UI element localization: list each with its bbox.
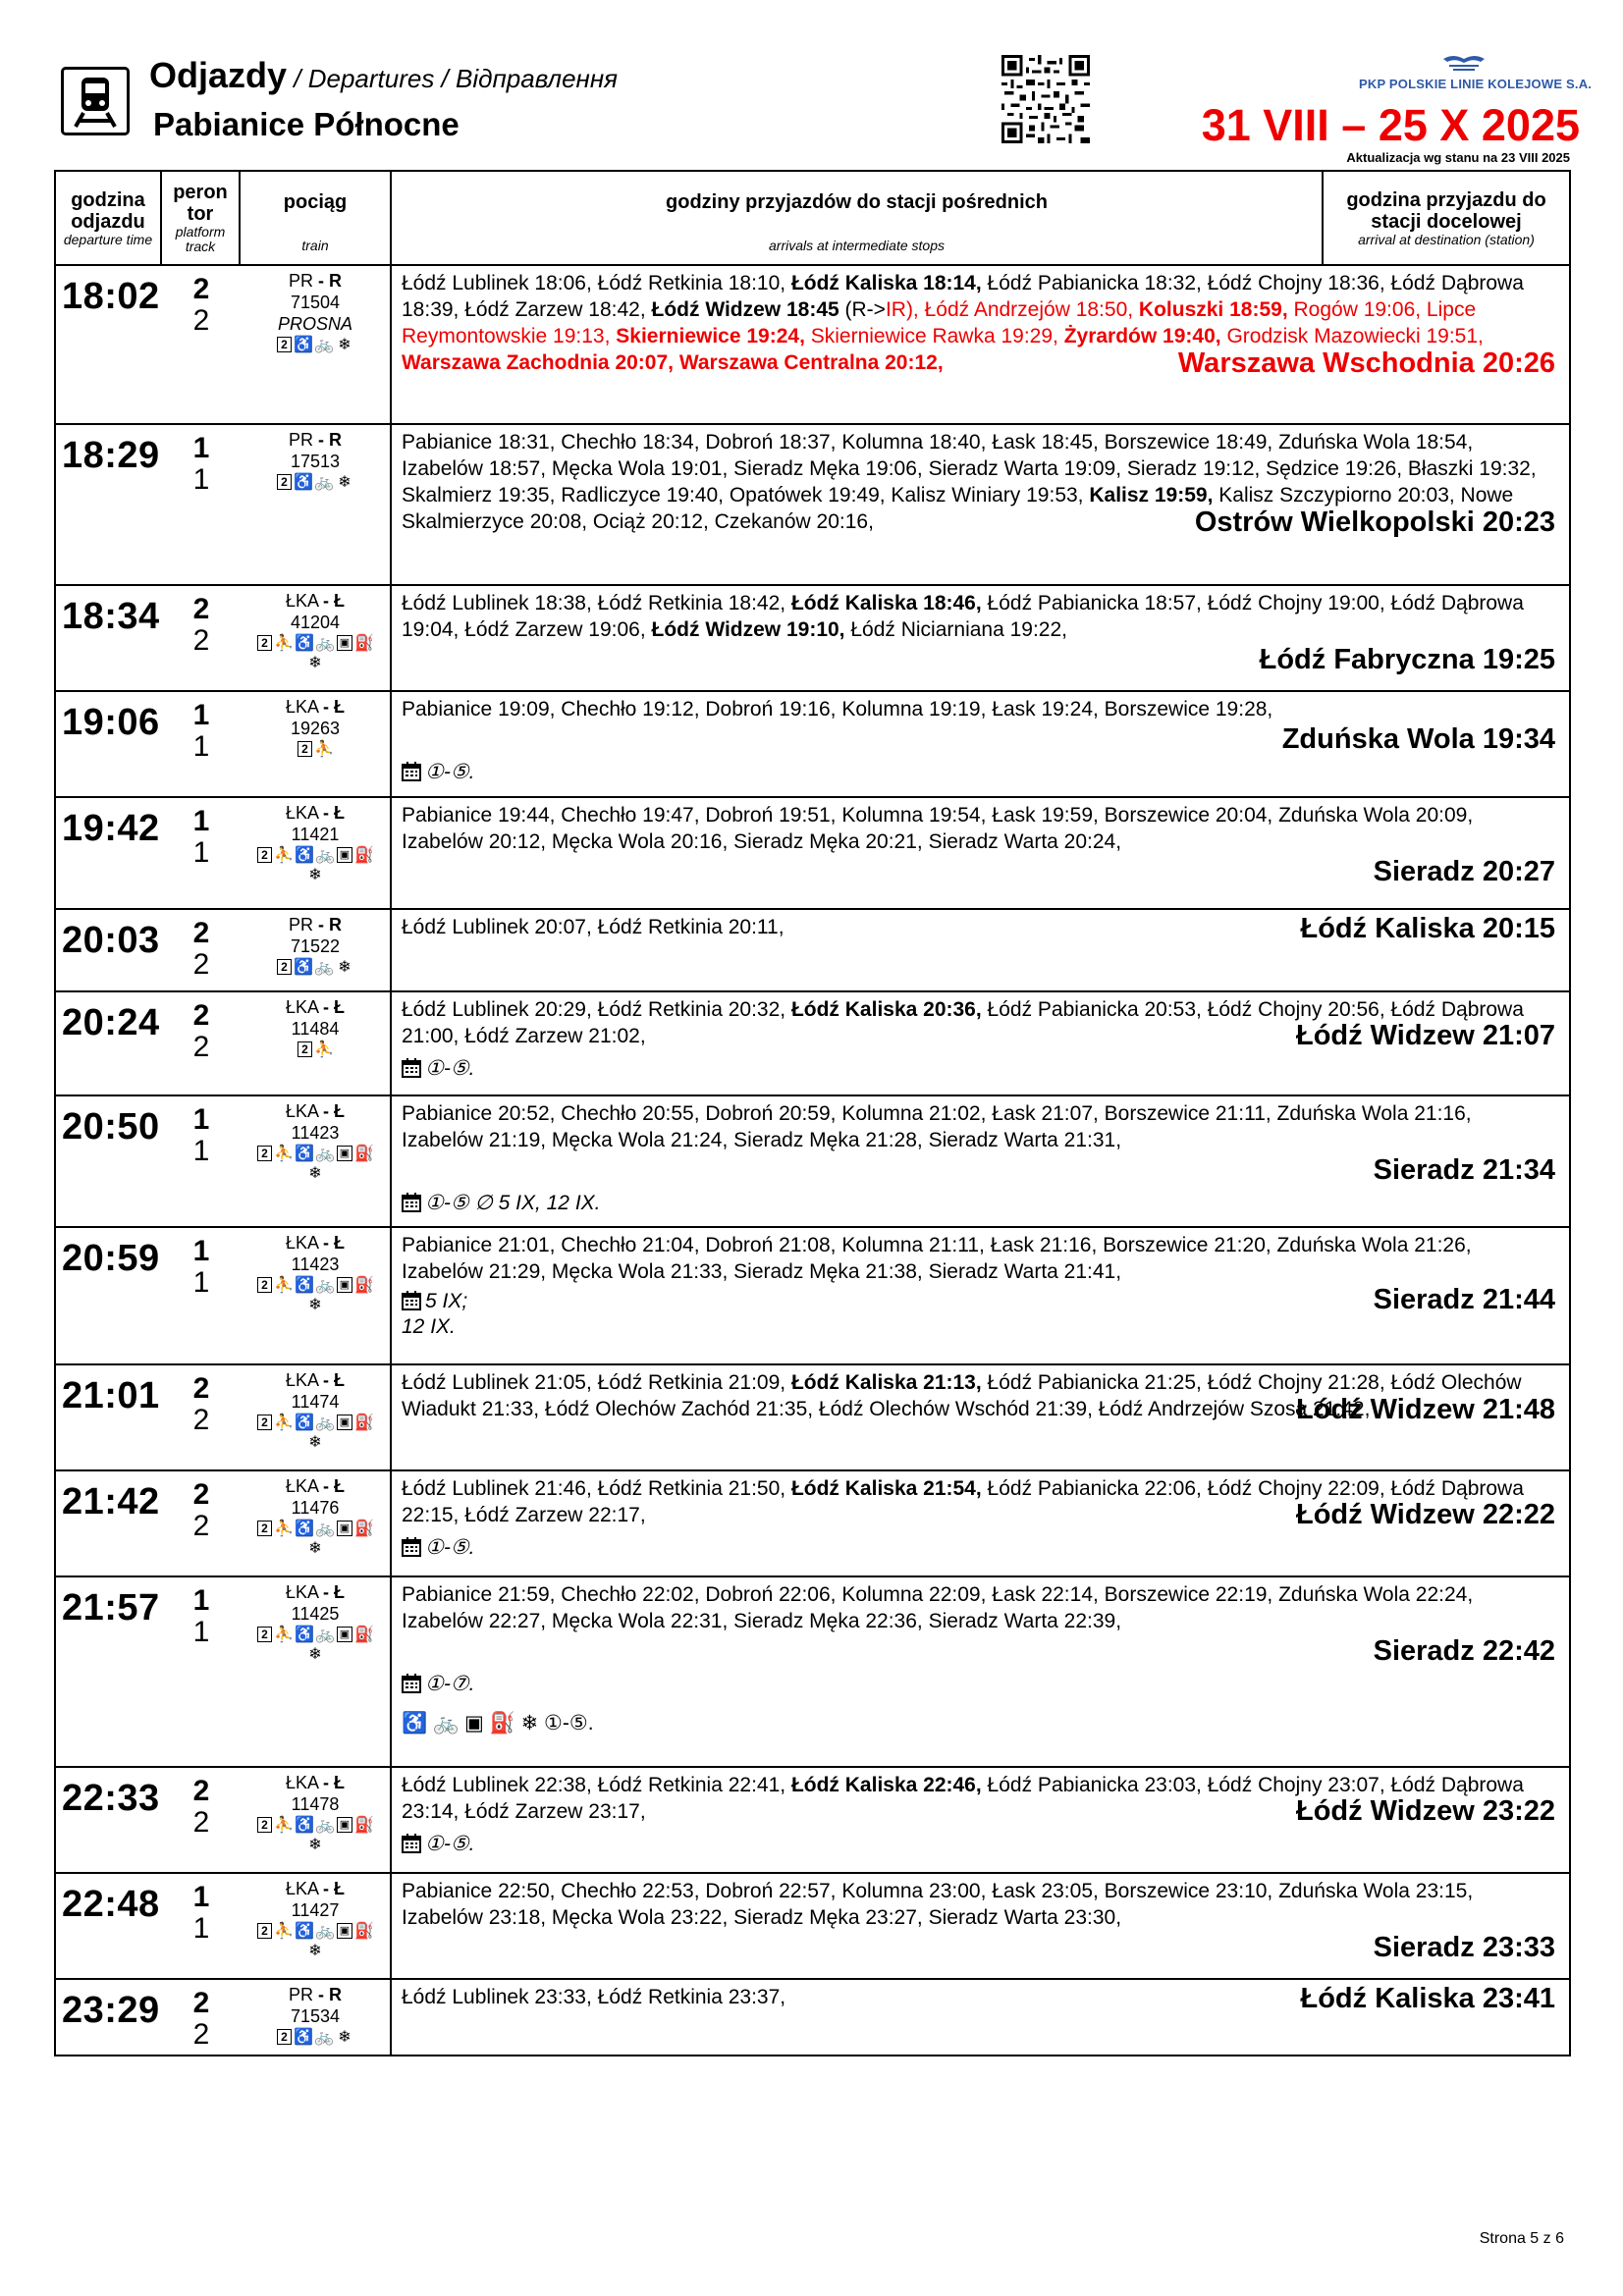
departure-time: 18:34 bbox=[62, 596, 160, 637]
train-number: 41204 bbox=[290, 613, 341, 632]
stops-text: Pabianice 21:59, Chechło 22:02, Dobroń 22:06, Kolumna 22:09, Łask 22:14, Borszewice 22:19, Zduńska Wola 22:24, Izabelów 22:27, Męcka Wola 22:31, Sieradz Męka 22:36, Sieradz Warta 22:39, bbox=[402, 1583, 1474, 1632]
air-conditioning-icon: ❄ bbox=[338, 958, 352, 976]
stops-text: Łódź Lublinek 18:38, Łódź Retkinia 18:42, Łódź Kaliska 18:46, Łódź Pabianicka 18:57, Łódź Chojny 19:00, Łódź Dąbrowa 19:04, Łódź Zarzew 19:06, Łódź Widzew 19:10, Łódź Niciarniana 19:22, bbox=[402, 592, 1524, 641]
intermediate-stops bbox=[392, 1768, 1569, 1872]
platform-number: 2 bbox=[192, 917, 210, 949]
platform-track bbox=[162, 798, 241, 908]
platform-track bbox=[162, 1365, 241, 1469]
service-days-note: 5 IX; bbox=[402, 1289, 1555, 1314]
destination-arrival: Łódź Widzew 23:22 bbox=[1295, 1795, 1555, 1827]
train-number: 19263 bbox=[290, 719, 341, 738]
train-category: ŁKA - Ł bbox=[285, 1370, 346, 1390]
train-info bbox=[241, 1980, 392, 2055]
platform-track bbox=[162, 1768, 241, 1872]
page-number: Strona 5 z 6 bbox=[1479, 2230, 1564, 2247]
table-row bbox=[56, 425, 1569, 586]
col-platform: peron tor platform track bbox=[162, 172, 241, 264]
wheelchair-icon: ♿ bbox=[295, 1145, 314, 1162]
wifi-icon: ▣ bbox=[337, 635, 352, 651]
air-conditioning-icon: ❄ bbox=[338, 336, 352, 353]
amenity-icons bbox=[241, 337, 390, 353]
service-days-note: 12 IX. bbox=[402, 1315, 456, 1338]
departure-time: 19:06 bbox=[62, 702, 160, 743]
intermediate-stops bbox=[392, 586, 1569, 690]
departure-time: 20:03 bbox=[62, 920, 160, 961]
track-number: 2 bbox=[192, 2018, 210, 2051]
platform-track bbox=[162, 692, 241, 796]
table-row bbox=[56, 1228, 1569, 1365]
train-category: ŁKA - Ł bbox=[285, 1233, 346, 1253]
train-info bbox=[241, 1228, 392, 1363]
departure-time: 21:01 bbox=[62, 1375, 160, 1416]
departure-time: 21:57 bbox=[62, 1587, 160, 1629]
table-row bbox=[56, 586, 1569, 692]
intermediate-stops bbox=[392, 1577, 1569, 1766]
bicycle-icon: 🚲 bbox=[315, 634, 335, 652]
stops-text: Pabianice 18:31, Chechło 18:34, Dobroń 18:37, Kolumna 18:40, Łask 18:45, Borszewice 18:49, Zduńska Wola 18:54, Izabelów 18:57, Męcka Wola 19:01, Sieradz Męka 19:06, Sieradz Warta 19:09, Sieradz 19:12, Sędzice 19:26, Błaszki 19:32, Skalmierz 19:35, Radliczyce 19:40, Opatówek 19:49, Kalisz Winiary 19:53, Kalisz 19:59, Kalisz Szczypiorno 20:03, Nowe Skalmierzyce 20:08, Ociąż 20:12, Czekanów 20:16, bbox=[402, 431, 1537, 533]
air-conditioning-icon: ❄ bbox=[308, 1296, 322, 1313]
train-info bbox=[241, 1471, 392, 1575]
train-info bbox=[241, 692, 392, 796]
bicycle-icon: 🚲 bbox=[314, 473, 334, 491]
power-outlet-icon: ⛽ bbox=[354, 1520, 374, 1537]
train-category: ŁKA - Ł bbox=[285, 997, 346, 1017]
train-info bbox=[241, 586, 392, 690]
departure-time: 23:29 bbox=[62, 1990, 160, 2031]
train-category: ŁKA - Ł bbox=[285, 1582, 346, 1602]
platform-track bbox=[162, 586, 241, 690]
train-category: ŁKA - Ł bbox=[285, 1773, 346, 1792]
bicycle-icon: 🚲 bbox=[315, 1816, 335, 1834]
platform-number: 2 bbox=[192, 1372, 210, 1405]
plk-logo-icon bbox=[1441, 51, 1487, 73]
train-number: 11423 bbox=[291, 1123, 340, 1143]
destination-arrival: Łódź Fabryczna 19:25 bbox=[1259, 644, 1555, 675]
service-days-note: ①-⑤. bbox=[402, 1832, 1555, 1857]
stops-text: Pabianice 22:50, Chechło 22:53, Dobroń 22:57, Kolumna 23:00, Łask 23:05, Borszewice 23:10, Zduńska Wola 23:15, Izabelów 23:18, Męcka Wola 23:22, Sieradz Męka 23:27, Sieradz Warta 23:30, bbox=[402, 1880, 1474, 1929]
train-category: ŁKA - Ł bbox=[285, 1879, 346, 1898]
table-header bbox=[56, 172, 1569, 266]
amenity-icons bbox=[241, 1041, 390, 1058]
station-name: Pabianice Północne bbox=[153, 106, 460, 142]
amenity-icons bbox=[241, 474, 390, 491]
train-category: PR - R bbox=[288, 430, 342, 450]
train-info bbox=[241, 425, 392, 584]
col-departure-time: godzina odjazdu departure time bbox=[56, 172, 162, 264]
destination-arrival: Sieradz 21:44 bbox=[1373, 1284, 1555, 1315]
destination-arrival: Łódź Kaliska 20:15 bbox=[1300, 913, 1555, 944]
wifi-icon: ▣ bbox=[337, 1415, 352, 1430]
intermediate-stops bbox=[392, 1365, 1569, 1469]
service-days-note: ①-⑤. bbox=[402, 1056, 1555, 1082]
air-conditioning-icon: ❄ bbox=[308, 1164, 322, 1182]
destination-arrival: Sieradz 22:42 bbox=[1373, 1635, 1555, 1667]
air-conditioning-icon: ❄ bbox=[308, 1836, 322, 1853]
air-conditioning-icon: ❄ bbox=[308, 1539, 322, 1557]
track-number: 1 bbox=[192, 1616, 210, 1648]
destination-arrival: Zduńska Wola 19:34 bbox=[1281, 723, 1555, 755]
stops-text: Pabianice 21:01, Chechło 21:04, Dobroń 21:08, Kolumna 21:11, Łask 21:16, Borszewice 21:20, Zduńska Wola 21:26, Izabelów 21:29, Męcka Wola 21:33, Sieradz Męka 21:38, Sieradz Warta 21:41, bbox=[402, 1234, 1472, 1283]
train-number: 11474 bbox=[291, 1392, 340, 1412]
stops-text: Łódź Lublinek 20:07, Łódź Retkinia 20:11, bbox=[402, 916, 784, 938]
power-outlet-icon: ⛽ bbox=[354, 1414, 374, 1431]
boarding-assist-icon: ⛹ bbox=[274, 846, 294, 864]
table-row bbox=[56, 1096, 1569, 1228]
table-row bbox=[56, 1874, 1569, 1980]
col-train: pociąg train bbox=[241, 172, 392, 264]
platform-track bbox=[162, 1471, 241, 1575]
intermediate-stops bbox=[392, 1471, 1569, 1575]
track-number: 1 bbox=[192, 1912, 210, 1945]
boarding-assist-icon: ⛹ bbox=[314, 1041, 334, 1058]
validity-period: 31 VIII – 25 X 2025 bbox=[1201, 100, 1580, 150]
train-info bbox=[241, 992, 392, 1095]
intermediate-stops bbox=[392, 1228, 1569, 1363]
platform-track bbox=[162, 1980, 241, 2055]
train-info bbox=[241, 1768, 392, 1872]
platform-number: 2 bbox=[192, 1478, 210, 1511]
intermediate-stops bbox=[392, 266, 1569, 423]
train-info bbox=[241, 1096, 392, 1226]
table-body bbox=[56, 266, 1569, 2055]
amenity-icons bbox=[241, 1923, 390, 1959]
wheelchair-icon: ♿ bbox=[295, 1626, 314, 1643]
platform-track bbox=[162, 1874, 241, 1978]
train-category: ŁKA - Ł bbox=[285, 591, 346, 611]
intermediate-stops bbox=[392, 910, 1569, 990]
table-row bbox=[56, 1768, 1569, 1874]
departure-time: 20:59 bbox=[62, 1238, 160, 1279]
stops-text: Pabianice 19:09, Chechło 19:12, Dobroń 19:16, Kolumna 19:19, Łask 19:24, Borszewice 19:28, bbox=[402, 698, 1273, 721]
platform-number: 1 bbox=[192, 1584, 210, 1617]
amenity-icons bbox=[241, 1277, 390, 1313]
platform-track bbox=[162, 1096, 241, 1226]
stops-text: Łódź Lublinek 22:38, Łódź Retkinia 22:41, Łódź Kaliska 22:46, Łódź Pabianicka 23:03, Łódź Chojny 23:07, Łódź Dąbrowa 23:14, Łódź Zarzew 23:17, bbox=[402, 1774, 1524, 1823]
air-conditioning-icon: ❄ bbox=[308, 866, 322, 883]
train-number: 11478 bbox=[291, 1794, 340, 1814]
amenity-days-note: ♿ 🚲 ▣ ⛽ ❄ ①-⑤. bbox=[402, 1712, 594, 1735]
destination-arrival: Ostrów Wielkopolski 20:23 bbox=[1194, 507, 1555, 538]
power-outlet-icon: ⛽ bbox=[354, 1276, 374, 1294]
platform-number: 1 bbox=[192, 432, 210, 464]
track-number: 2 bbox=[192, 1806, 210, 1839]
wheelchair-icon: ♿ bbox=[295, 1276, 314, 1294]
table-row bbox=[56, 1577, 1569, 1768]
amenity-icons bbox=[241, 1521, 390, 1557]
track-number: 2 bbox=[192, 1404, 210, 1436]
train-number: 11425 bbox=[291, 1604, 340, 1624]
departure-time: 18:29 bbox=[62, 435, 160, 476]
boarding-assist-icon: ⛹ bbox=[274, 1816, 294, 1834]
service-days-note: ①-⑤. bbox=[402, 760, 1555, 785]
boarding-assist-icon: ⛹ bbox=[274, 1922, 294, 1940]
destination-arrival: Sieradz 21:34 bbox=[1373, 1154, 1555, 1186]
boarding-assist-icon: ⛹ bbox=[274, 1276, 294, 1294]
track-number: 1 bbox=[192, 730, 210, 763]
amenity-icons bbox=[241, 741, 390, 758]
platform-number: 2 bbox=[192, 593, 210, 625]
stops-text: Łódź Lublinek 21:05, Łódź Retkinia 21:09, Łódź Kaliska 21:13, Łódź Pabianicka 21:25, Łódź Chojny 21:28, Łódź Olechów Wiadukt 21:33, Łódź Olechów Zachód 21:35, Łódź Olechów Wschód 21:39, Łódź Andrzejów Szosa 21:42, bbox=[402, 1371, 1522, 1420]
train-category: ŁKA - Ł bbox=[285, 803, 346, 823]
update-note: Aktualizacja wg stanu na 23 VIII 2025 bbox=[1346, 150, 1570, 165]
power-outlet-icon: ⛽ bbox=[354, 1626, 374, 1643]
power-outlet-icon: ⛽ bbox=[354, 1922, 374, 1940]
train-category: ŁKA - Ł bbox=[285, 697, 346, 717]
wheelchair-icon: ♿ bbox=[294, 473, 313, 491]
wheelchair-icon: ♿ bbox=[295, 846, 314, 864]
train-category: PR - R bbox=[288, 271, 342, 291]
train-category: PR - R bbox=[288, 915, 342, 934]
track-number: 2 bbox=[192, 948, 210, 981]
wheelchair-icon: ♿ bbox=[294, 958, 313, 976]
train-number: 71522 bbox=[290, 936, 341, 956]
boarding-assist-icon: ⛹ bbox=[274, 1414, 294, 1431]
page-title: Odjazdy / Departures / Відправлення bbox=[149, 55, 619, 95]
table-row bbox=[56, 1365, 1569, 1471]
col-destination: godzina przyjazdu do stacji docelowej arrival at destination (station) bbox=[1346, 188, 1546, 247]
timetable bbox=[54, 170, 1571, 2056]
bicycle-icon: 🚲 bbox=[315, 1626, 335, 1643]
bicycle-icon: 🚲 bbox=[314, 336, 334, 353]
intermediate-stops bbox=[392, 798, 1569, 908]
platform-track bbox=[162, 1577, 241, 1766]
bicycle-icon: 🚲 bbox=[315, 846, 335, 864]
wheelchair-icon: ♿ bbox=[294, 2028, 313, 2046]
second-class-icon: 2 bbox=[257, 1277, 272, 1293]
train-category: ŁKA - Ł bbox=[285, 1101, 346, 1121]
intermediate-stops bbox=[392, 692, 1569, 796]
second-class-icon: 2 bbox=[298, 1041, 312, 1057]
train-number: 71504 bbox=[290, 293, 341, 312]
destination-arrival: Warszawa Wschodnia 20:26 bbox=[1177, 347, 1555, 379]
departure-time: 22:33 bbox=[62, 1778, 160, 1819]
stops-text: Pabianice 20:52, Chechło 20:55, Dobroń 20:59, Kolumna 21:02, Łask 21:07, Borszewice 21:11, Zduńska Wola 21:16, Izabelów 21:19, Męcka Wola 21:24, Sieradz Męka 21:28, Sieradz Warta 21:31, bbox=[402, 1102, 1472, 1151]
track-number: 2 bbox=[192, 1031, 210, 1063]
bicycle-icon: 🚲 bbox=[315, 1145, 335, 1162]
platform-track bbox=[162, 266, 241, 423]
departure-time: 18:02 bbox=[62, 276, 160, 317]
train-number: 11484 bbox=[291, 1019, 340, 1039]
platform-number: 2 bbox=[192, 999, 210, 1032]
destination-arrival: Łódź Widzew 21:48 bbox=[1295, 1394, 1555, 1425]
platform-track bbox=[162, 910, 241, 990]
second-class-icon: 2 bbox=[257, 847, 272, 863]
header bbox=[0, 0, 1623, 173]
train-info bbox=[241, 1577, 392, 1766]
bicycle-icon: 🚲 bbox=[314, 958, 334, 976]
track-number: 1 bbox=[192, 1266, 210, 1299]
qr-code-icon bbox=[1001, 55, 1090, 143]
amenity-icons bbox=[241, 635, 390, 671]
power-outlet-icon: ⛽ bbox=[354, 846, 374, 864]
platform-number: 2 bbox=[192, 273, 210, 305]
train-info bbox=[241, 910, 392, 990]
platform-number: 2 bbox=[192, 1987, 210, 2019]
wifi-icon: ▣ bbox=[337, 1521, 352, 1536]
train-number: 11421 bbox=[291, 825, 340, 844]
train-category: PR - R bbox=[288, 1985, 342, 2004]
wheelchair-icon: ♿ bbox=[295, 1816, 314, 1834]
departure-time: 22:48 bbox=[62, 1884, 160, 1925]
second-class-icon: 2 bbox=[257, 1817, 272, 1833]
second-class-icon: 2 bbox=[257, 1627, 272, 1642]
train-info bbox=[241, 798, 392, 908]
wheelchair-icon: ♿ bbox=[294, 336, 313, 353]
stops-text: Łódź Lublinek 20:29, Łódź Retkinia 20:32, Łódź Kaliska 20:36, Łódź Pabianicka 20:53, Łódź Chojny 20:56, Łódź Dąbrowa 21:00, Łódź Zarzew 21:02, bbox=[402, 998, 1524, 1047]
track-number: 1 bbox=[192, 1135, 210, 1167]
destination-arrival: Łódź Widzew 21:07 bbox=[1295, 1020, 1555, 1051]
bicycle-icon: 🚲 bbox=[315, 1414, 335, 1431]
departure-time: 20:24 bbox=[62, 1002, 160, 1043]
wheelchair-icon: ♿ bbox=[295, 1922, 314, 1940]
air-conditioning-icon: ❄ bbox=[308, 1645, 322, 1663]
table-row bbox=[56, 910, 1569, 992]
intermediate-stops bbox=[392, 425, 1569, 584]
second-class-icon: 2 bbox=[298, 741, 312, 757]
train-number: 17513 bbox=[290, 452, 341, 471]
service-days-note: ①-⑦. bbox=[402, 1672, 1555, 1697]
destination-arrival: Łódź Kaliska 23:41 bbox=[1300, 1983, 1555, 2014]
amenity-icons bbox=[241, 1415, 390, 1451]
wifi-icon: ▣ bbox=[337, 1817, 352, 1833]
power-outlet-icon: ⛽ bbox=[354, 1816, 374, 1834]
amenity-icons bbox=[241, 1146, 390, 1182]
train-icon bbox=[61, 67, 130, 135]
air-conditioning-icon: ❄ bbox=[308, 1433, 322, 1451]
platform-track bbox=[162, 425, 241, 584]
wheelchair-icon: ♿ bbox=[295, 1520, 314, 1537]
intermediate-stops bbox=[392, 992, 1569, 1095]
destination-arrival: Łódź Widzew 22:22 bbox=[1295, 1499, 1555, 1530]
wifi-icon: ▣ bbox=[337, 1146, 352, 1161]
platform-number: 1 bbox=[192, 1235, 210, 1267]
train-category: ŁKA - Ł bbox=[285, 1476, 346, 1496]
destination-arrival: Sieradz 23:33 bbox=[1373, 1932, 1555, 1963]
second-class-icon: 2 bbox=[257, 1521, 272, 1536]
train-info bbox=[241, 1874, 392, 1978]
table-row bbox=[56, 1471, 1569, 1577]
bicycle-icon: 🚲 bbox=[315, 1922, 335, 1940]
wifi-icon: ▣ bbox=[337, 847, 352, 863]
wifi-icon: ▣ bbox=[337, 1627, 352, 1642]
platform-number: 1 bbox=[192, 1103, 210, 1136]
power-outlet-icon: ⛽ bbox=[354, 1145, 374, 1162]
table-row bbox=[56, 266, 1569, 425]
table-row bbox=[56, 992, 1569, 1096]
stops-text: Łódź Lublinek 21:46, Łódź Retkinia 21:50, Łódź Kaliska 21:54, Łódź Pabianicka 22:06, Łódź Chojny 22:09, Łódź Dąbrowa 22:15, Łódź Zarzew 22:17, bbox=[402, 1477, 1524, 1526]
table-row bbox=[56, 692, 1569, 798]
train-number: 71534 bbox=[290, 2006, 341, 2026]
stops-text: Łódź Lublinek 18:06, Łódź Retkinia 18:10, Łódź Kaliska 18:14, Łódź Pabianicka 18:32, Łódź Chojny 18:36, Łódź Dąbrowa 18:39, Łódź Zarzew 18:42, Łódź Widzew 18:45 (R->IR), Łódź Andrzejów 18:50, Koluszki 18:59, Rogów 19:06, Lipce Reymontowskie 19:13, Skierniewice 19:24, Skierniewice Rawka 19:29, Żyrardów 19:40, Grodzisk Mazowiecki 19:51, Warszawa Zachodnia 20:07, Warszawa Centralna 20:12, bbox=[402, 272, 1524, 374]
boarding-assist-icon: ⛹ bbox=[274, 1626, 294, 1643]
service-days-note: ①-⑤. bbox=[402, 1535, 1555, 1561]
stops-text: Pabianice 19:44, Chechło 19:47, Dobroń 19:51, Kolumna 19:54, Łask 19:59, Borszewice 20:04, Zduńska Wola 20:09, Izabelów 20:12, Męcka Wola 20:16, Sieradz Męka 20:21, Sieradz Warta 20:24, bbox=[402, 804, 1474, 853]
amenity-icons bbox=[241, 847, 390, 883]
air-conditioning-icon: ❄ bbox=[338, 473, 352, 491]
air-conditioning-icon: ❄ bbox=[308, 1942, 322, 1959]
second-class-icon: 2 bbox=[277, 959, 292, 975]
bicycle-icon: 🚲 bbox=[315, 1276, 335, 1294]
train-info bbox=[241, 266, 392, 423]
amenity-icons bbox=[241, 1627, 390, 1663]
track-number: 1 bbox=[192, 463, 210, 496]
air-conditioning-icon: ❄ bbox=[338, 2028, 352, 2046]
train-number: 11476 bbox=[291, 1498, 340, 1518]
bicycle-icon: 🚲 bbox=[314, 2028, 334, 2046]
table-row bbox=[56, 1980, 1569, 2055]
air-conditioning-icon: ❄ bbox=[308, 654, 322, 671]
power-outlet-icon: ⛽ bbox=[354, 634, 374, 652]
platform-number: 1 bbox=[192, 1881, 210, 1913]
second-class-icon: 2 bbox=[277, 2029, 292, 2045]
departure-time: 21:42 bbox=[62, 1481, 160, 1522]
col-intermediate-stops: godziny przyjazdów do stacji pośrednich arrivals at intermediate stops bbox=[392, 172, 1324, 264]
service-days-note: ①-⑤ ∅ 5 IX, 12 IX. bbox=[402, 1191, 1555, 1216]
amenity-icons bbox=[241, 959, 390, 976]
train-number: 11423 bbox=[291, 1255, 340, 1274]
departure-time: 20:50 bbox=[62, 1106, 160, 1148]
boarding-assist-icon: ⛹ bbox=[274, 634, 294, 652]
platform-track bbox=[162, 1228, 241, 1363]
train-number: 11427 bbox=[291, 1900, 340, 1920]
destination-arrival: Sieradz 20:27 bbox=[1373, 856, 1555, 887]
boarding-assist-icon: ⛹ bbox=[274, 1145, 294, 1162]
intermediate-stops bbox=[392, 1096, 1569, 1226]
wheelchair-icon: ♿ bbox=[295, 1414, 314, 1431]
amenity-icons bbox=[241, 1817, 390, 1853]
boarding-assist-icon: ⛹ bbox=[314, 740, 334, 758]
boarding-assist-icon: ⛹ bbox=[274, 1520, 294, 1537]
track-number: 2 bbox=[192, 1510, 210, 1542]
intermediate-stops bbox=[392, 1980, 1569, 2055]
track-number: 1 bbox=[192, 836, 210, 869]
platform-track bbox=[162, 992, 241, 1095]
track-number: 2 bbox=[192, 624, 210, 657]
train-name: PROSNA bbox=[277, 314, 353, 334]
second-class-icon: 2 bbox=[277, 474, 292, 490]
platform-number: 1 bbox=[192, 699, 210, 731]
amenity-icons bbox=[241, 2029, 390, 2046]
wifi-icon: ▣ bbox=[337, 1277, 352, 1293]
track-number: 2 bbox=[192, 304, 210, 337]
train-info bbox=[241, 1365, 392, 1469]
intermediate-stops bbox=[392, 1874, 1569, 1978]
second-class-icon: 2 bbox=[257, 1146, 272, 1161]
operator-name: PKP POLSKIE LINIE KOLEJOWE S.A. bbox=[1359, 77, 1593, 91]
wheelchair-icon: ♿ bbox=[295, 634, 314, 652]
second-class-icon: 2 bbox=[257, 1415, 272, 1430]
departure-time: 19:42 bbox=[62, 808, 160, 849]
second-class-icon: 2 bbox=[257, 1923, 272, 1939]
second-class-icon: 2 bbox=[257, 635, 272, 651]
platform-number: 2 bbox=[192, 1775, 210, 1807]
bicycle-icon: 🚲 bbox=[315, 1520, 335, 1537]
table-row bbox=[56, 798, 1569, 910]
second-class-icon: 2 bbox=[277, 337, 292, 352]
wifi-icon: ▣ bbox=[337, 1923, 352, 1939]
stops-text: Łódź Lublinek 23:33, Łódź Retkinia 23:37, bbox=[402, 1986, 786, 2008]
platform-number: 1 bbox=[192, 805, 210, 837]
